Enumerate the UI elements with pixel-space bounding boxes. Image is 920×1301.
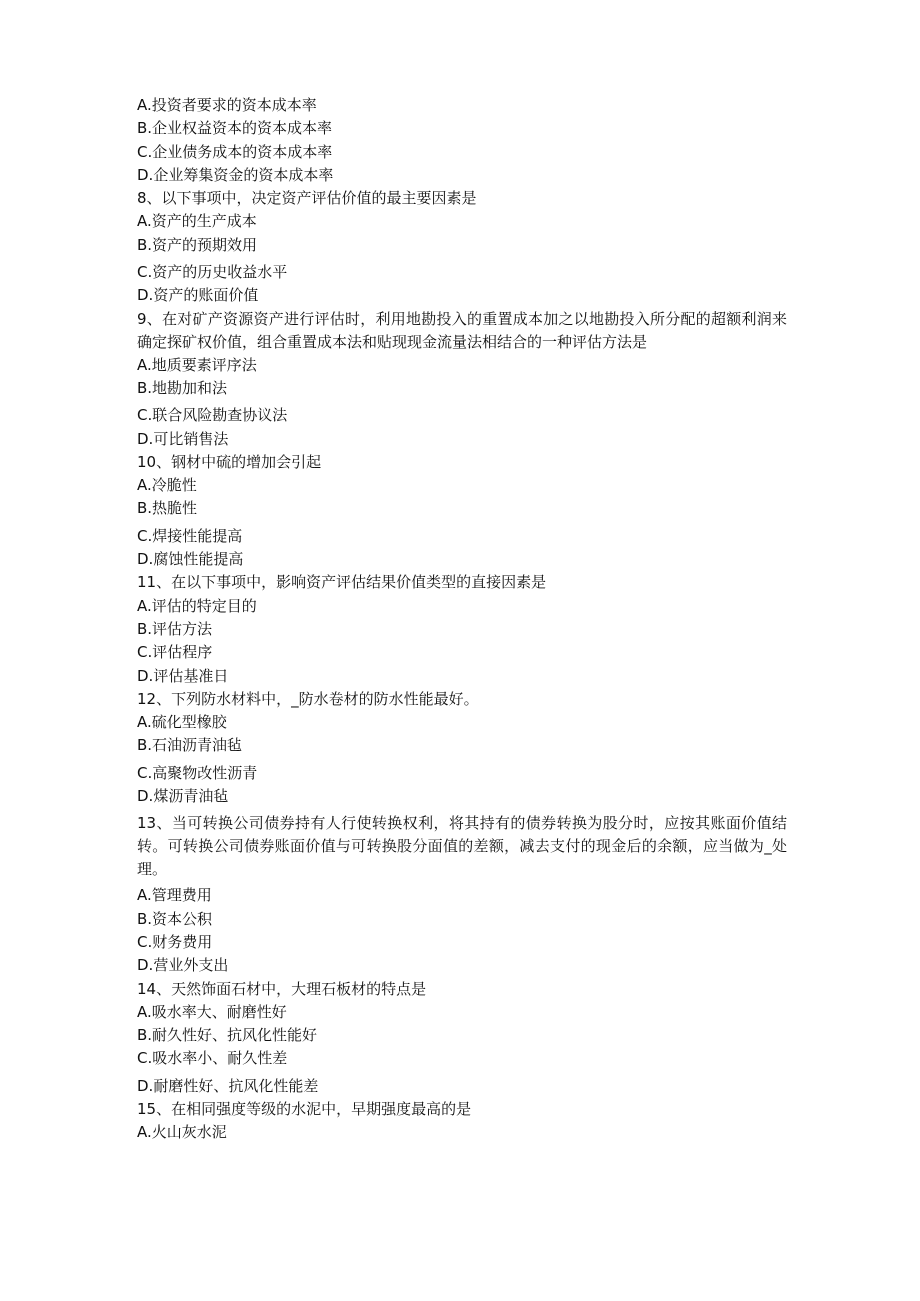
option-a: A.硫化型橡胶 <box>137 713 227 732</box>
option-d: D.企业筹集资金的资本成本率 <box>137 165 334 184</box>
document-body <box>137 94 787 1145</box>
option-b: B.资本公积 <box>137 909 213 928</box>
question-13: 13、当可转换公司债券持有人行使转换权利，将其持有的债券转换为股分时，应按其账面价值结转。可转换公司债券账面价值与可转换股分面值的差额，减去支付的现金后的余额，应当做为_处理。 <box>137 814 787 879</box>
question-8: 8、以下事项中，决定资产评估价值的最主要因素是 <box>137 189 477 208</box>
option-b: B.地勘加和法 <box>137 378 228 397</box>
question-9: 9、在对矿产资源资产进行评估时，利用地勘投入的重置成本加之以地勘投入所分配的超额利润来确定探矿权价值，组合重置成本法和贴现现金流量法相结合的一种评估方法是 <box>137 309 787 351</box>
question-14: 14、天然饰面石材中，大理石板材的特点是 <box>137 979 427 998</box>
option-a: A.吸水率大、耐磨性好 <box>137 1002 287 1021</box>
option-d: D.可比销售法 <box>137 429 229 448</box>
option-c: C.吸水率小、耐久性差 <box>137 1049 288 1068</box>
option-b: B.企业权益资本的资本成本率 <box>137 119 333 138</box>
option-d: D.评估基准日 <box>137 666 229 685</box>
option-b: B.资产的预期效用 <box>137 235 258 254</box>
option-d: D.煤沥青油毡 <box>137 787 229 806</box>
option-a: A.火山灰水泥 <box>137 1123 227 1142</box>
question-15: 15、在相同强度等级的水泥中，早期强度最高的是 <box>137 1099 472 1118</box>
option-c: C.评估程序 <box>137 643 213 662</box>
question-10: 10、钢材中硫的增加会引起 <box>137 452 322 471</box>
option-c: C.焊接性能提高 <box>137 526 243 545</box>
option-b: B.石油沥青油毡 <box>137 736 243 755</box>
option-a: A.资产的生产成本 <box>137 212 257 231</box>
option-a: A.冷脆性 <box>137 476 197 495</box>
option-b: B.热脆性 <box>137 499 198 518</box>
option-d: D.资产的账面价值 <box>137 286 259 305</box>
option-d: D.耐磨性好、抗风化性能差 <box>137 1076 319 1095</box>
option-c: C.资产的历史收益水平 <box>137 263 288 282</box>
option-c: C.企业债务成本的资本成本率 <box>137 142 333 161</box>
option-c: C.财务费用 <box>137 932 213 951</box>
option-c: C.联合风险勘查协议法 <box>137 406 288 425</box>
option-a: A.地质要素评序法 <box>137 355 257 374</box>
option-a: A.投资者要求的资本成本率 <box>137 96 317 114</box>
option-a: A.评估的特定目的 <box>137 596 257 615</box>
option-d: D.腐蚀性能提高 <box>137 550 244 569</box>
option-b: B.耐久性好、抗风化性能好 <box>137 1026 318 1045</box>
option-a: A.管理费用 <box>137 886 212 905</box>
option-c: C.高聚物改性沥青 <box>137 763 258 782</box>
option-b: B.评估方法 <box>137 619 213 638</box>
option-d: D.营业外支出 <box>137 956 229 975</box>
question-11: 11、在以下事项中，影响资产评估结果价值类型的直接因素是 <box>137 573 547 592</box>
question-12: 12、下列防水材料中，_防水卷材的防水性能最好。 <box>137 689 479 708</box>
